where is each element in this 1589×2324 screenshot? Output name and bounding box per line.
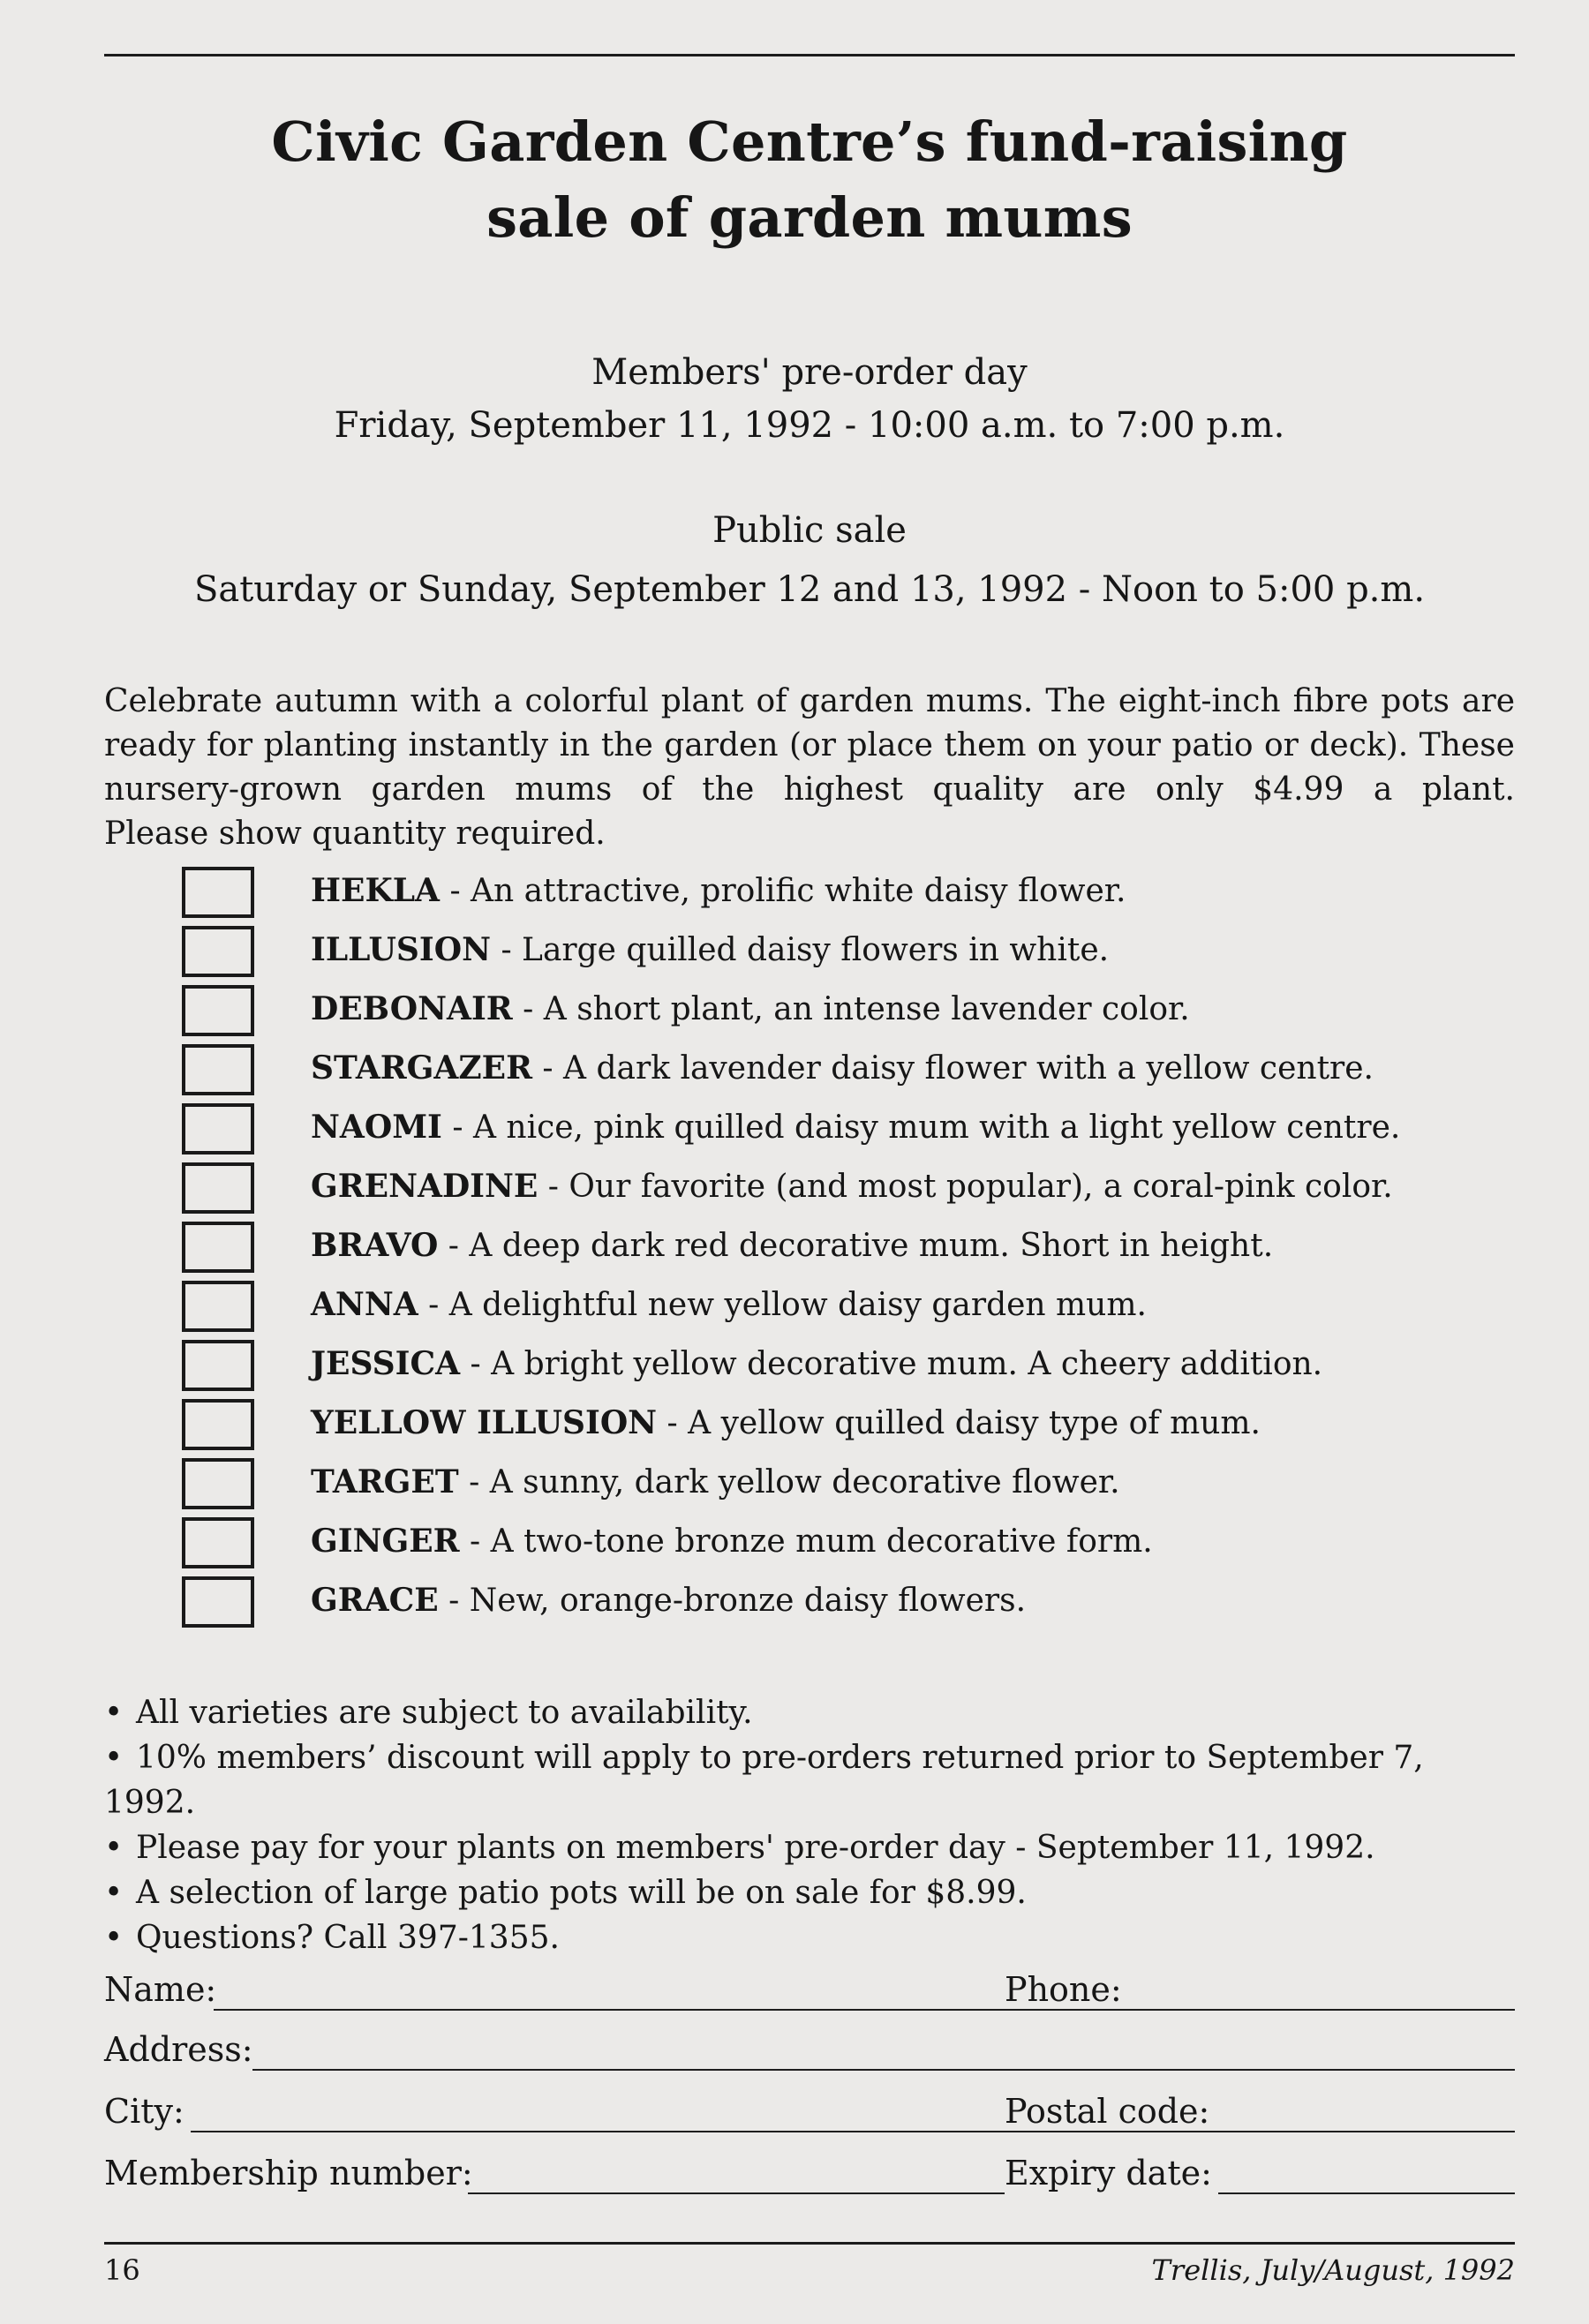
bottom-rule: [104, 2242, 1515, 2245]
members-day-date: Friday, September 11, 1992 - 10:00 a.m. to 7:00 p.m.: [334, 405, 1285, 446]
form-row-address: [104, 2021, 1515, 2074]
postal-code-label: Postal code:: [1005, 2092, 1210, 2131]
bullet-icon: •: [104, 1920, 124, 1956]
variety-row-illusion: [182, 924, 1506, 983]
variety-description: - A delightful new yellow daisy garden mum.: [418, 1287, 1147, 1323]
note-item: • Please pay for your plants on members' pre-order day - September 11, 1992.: [104, 1825, 1515, 1870]
variety-description: - An attractive, prolific white daisy flower.: [440, 873, 1126, 909]
quantity-box[interactable]: [182, 1222, 254, 1273]
quantity-box[interactable]: [182, 1399, 254, 1450]
top-rule: [104, 54, 1515, 56]
name-field[interactable]: [104, 1961, 1005, 2014]
membership-number-label: Membership number:: [104, 2154, 473, 2192]
quantity-box[interactable]: [182, 1162, 254, 1214]
variety-description: - A deep dark red decorative mum. Short in height.: [438, 1228, 1274, 1264]
page-number: 16: [104, 2253, 140, 2287]
form-row-membership-expiry: [104, 2145, 1515, 2198]
variety-row-hekla: [182, 865, 1506, 924]
variety-name: ILLUSION: [311, 931, 491, 968]
variety-name: STARGAZER: [311, 1049, 532, 1087]
quantity-box[interactable]: [182, 1044, 254, 1095]
membership-number-field[interactable]: [104, 2145, 1005, 2198]
variety-name: GRACE: [311, 1582, 439, 1619]
variety-row-stargazer: [182, 1042, 1506, 1102]
note-item: • All varieties are subject to availability.: [104, 1690, 1515, 1735]
variety-row-naomi: [182, 1102, 1506, 1161]
variety-name: GINGER: [311, 1523, 460, 1560]
note-item: • Questions? Call 397-1355.: [104, 1915, 1515, 1960]
bullet-icon: •: [104, 1695, 124, 1731]
name-label: Name:: [104, 1970, 217, 2009]
variety-row-grace: [182, 1575, 1506, 1634]
intro-paragraph: [104, 680, 1515, 856]
address-underline: [252, 2069, 1515, 2071]
form-row-city-postal: [104, 2083, 1515, 2136]
variety-name: YELLOW ILLUSION: [311, 1404, 658, 1441]
quantity-box[interactable]: [182, 1281, 254, 1332]
note-item-continued: 1992.: [104, 1785, 196, 1821]
variety-description: - A short plant, an intense lavender color.: [512, 991, 1190, 1027]
bullet-icon: •: [104, 1875, 124, 1911]
variety-row-grenadine: [182, 1161, 1506, 1220]
variety-name: DEBONAIR: [311, 990, 513, 1027]
address-field[interactable]: [104, 2021, 1515, 2074]
notes-list: [104, 1690, 1515, 1960]
variety-row-jessica: [182, 1338, 1506, 1397]
quantity-box[interactable]: [182, 1103, 254, 1154]
variety-row-debonair: [182, 983, 1506, 1042]
intro-line: Please show quantity required.: [104, 816, 606, 852]
membership-number-underline: [468, 2192, 1005, 2194]
form-row-name-phone: [104, 1961, 1515, 2014]
variety-description: - A yellow quilled daisy type of mum.: [657, 1405, 1261, 1441]
name-underline: [214, 2009, 1005, 2011]
intro-line: nursery-grown garden mums of the highest quality are only $4.99 a plant.: [104, 771, 1515, 808]
city-underline: [191, 2131, 1005, 2132]
title-line-2: sale of garden mums: [486, 185, 1133, 250]
variety-row-yellow-illusion: [182, 1397, 1506, 1456]
variety-description: - Large quilled daisy flowers in white.: [491, 932, 1110, 968]
variety-row-bravo: [182, 1220, 1506, 1279]
variety-order-list: [182, 865, 1506, 1634]
quantity-box[interactable]: [182, 1340, 254, 1391]
quantity-box[interactable]: [182, 1576, 254, 1628]
bullet-icon: •: [104, 1830, 124, 1866]
postal-code-field[interactable]: [1005, 2083, 1515, 2136]
phone-label: Phone:: [1005, 1970, 1122, 2009]
variety-description: - A bright yellow decorative mum. A cheery addition.: [460, 1346, 1323, 1382]
intro-line: Celebrate autumn with a colorful plant of garden mums. The eight-inch fibre pots are: [104, 683, 1515, 719]
variety-name: HEKLA: [311, 872, 440, 909]
variety-row-target: [182, 1456, 1506, 1515]
variety-name: ANNA: [311, 1286, 418, 1323]
variety-description: - Our favorite (and most popular), a coral-pink color.: [538, 1169, 1393, 1205]
variety-description: - A nice, pink quilled daisy mum with a light yellow centre.: [441, 1109, 1401, 1146]
quantity-box[interactable]: [182, 1458, 254, 1509]
variety-description: - A two-tone bronze mum decorative form.: [459, 1523, 1153, 1560]
intro-line: ready for planting instantly in the garden (or place them on your patio or deck). These: [104, 727, 1515, 763]
expiry-date-field[interactable]: [1005, 2145, 1515, 2198]
city-field[interactable]: [104, 2083, 1005, 2136]
quantity-box[interactable]: [182, 985, 254, 1036]
publication-credit: Trellis, July/August, 1992: [1151, 2253, 1515, 2287]
page-title: [104, 104, 1515, 256]
public-sale-date: Saturday or Sunday, September 12 and 13, 1992 - Noon to 5:00 p.m.: [193, 569, 1426, 610]
phone-field[interactable]: [1005, 1961, 1515, 2014]
bullet-icon: •: [104, 1740, 124, 1776]
variety-name: JESSICA: [311, 1345, 461, 1382]
variety-name: NAOMI: [311, 1109, 442, 1146]
address-label: Address:: [104, 2030, 253, 2069]
variety-row-anna: [182, 1279, 1506, 1338]
city-label: City:: [104, 2092, 185, 2131]
variety-description: - A sunny, dark yellow decorative flower.: [458, 1464, 1120, 1500]
variety-description: - A dark lavender daisy flower with a yellow centre.: [531, 1050, 1374, 1087]
public-sale-heading: Public sale: [712, 510, 907, 551]
expiry-date-underline: [1218, 2192, 1515, 2194]
phone-underline: [1005, 2009, 1515, 2011]
note-item: • A selection of large patio pots will be on sale for $8.99.: [104, 1870, 1515, 1915]
variety-name: TARGET: [311, 1463, 459, 1500]
variety-row-ginger: [182, 1515, 1506, 1575]
postal-code-underline: [1005, 2131, 1515, 2132]
variety-name: GRENADINE: [311, 1168, 538, 1205]
quantity-box[interactable]: [182, 926, 254, 977]
quantity-box[interactable]: [182, 867, 254, 918]
title-line-1: Civic Garden Centre’s fund-raising: [271, 109, 1348, 174]
quantity-box[interactable]: [182, 1517, 254, 1568]
expiry-date-label: Expiry date:: [1005, 2154, 1212, 2192]
variety-description: - New, orange-bronze daisy flowers.: [438, 1583, 1027, 1619]
variety-name: BRAVO: [311, 1227, 439, 1264]
members-day-heading: Members' pre-order day: [591, 352, 1028, 393]
note-item: • 10% members’ discount will apply to pre-orders returned prior to September 7,: [104, 1735, 1515, 1780]
